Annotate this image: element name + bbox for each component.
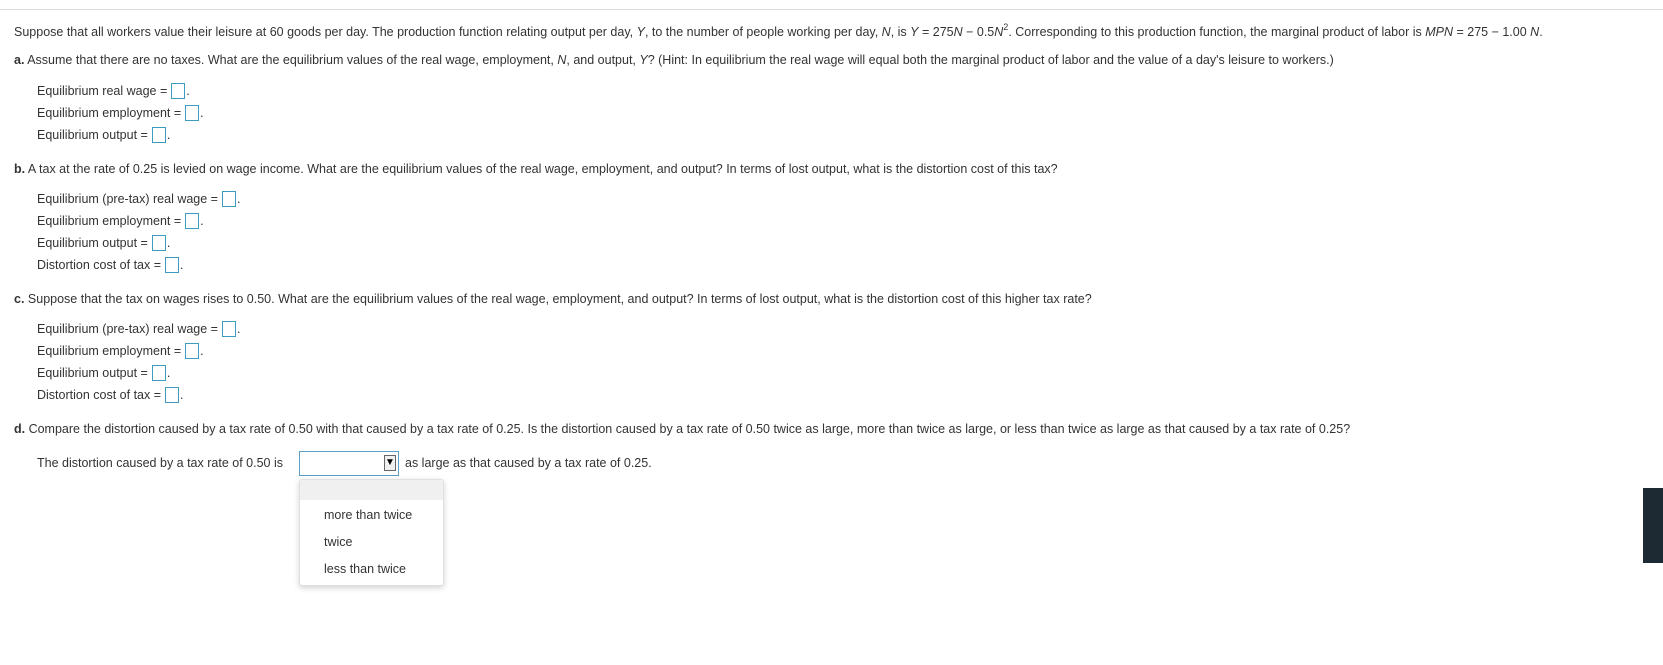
dropdown-option-less-than-twice[interactable]: less than twice xyxy=(324,562,406,576)
dropdown-option-twice[interactable]: twice xyxy=(324,535,353,549)
part-c-output-input[interactable] xyxy=(152,365,166,381)
part-c-real-wage-input[interactable] xyxy=(222,321,236,337)
side-panel-widget[interactable] xyxy=(1643,488,1663,563)
part-c-output-row: Equilibrium output = . xyxy=(37,366,171,380)
part-b-question: b. A tax at the rate of 0.25 is levied on wage income. What are the equilibrium values of the real wage, employment, and output? In terms of lost output, what is the distortion cost of this tax? xyxy=(14,162,1058,176)
part-c-real-wage-row: Equilibrium (pre-tax) real wage = . xyxy=(37,322,241,336)
dropdown-menu xyxy=(299,479,444,586)
part-a-real-wage-row: Equilibrium real wage = . xyxy=(37,84,190,98)
part-a-output-input[interactable] xyxy=(152,127,166,143)
part-d-question: d. Compare the distortion caused by a tax rate of 0.50 with that caused by a tax rate of 0.25. Is the distortion caused by a tax rate of 0.50 twice as large, more than twice as large, or less than twice as large as that caused by a tax rate of 0.25? xyxy=(14,422,1351,436)
dropdown-arrow-icon[interactable]: ▼ xyxy=(384,455,396,471)
part-b-real-wage-row: Equilibrium (pre-tax) real wage = . xyxy=(37,192,241,206)
part-b-output-row: Equilibrium output = . xyxy=(37,236,171,250)
top-divider xyxy=(0,9,1663,10)
part-b-distortion-input[interactable] xyxy=(165,257,179,273)
part-d-sentence-before: The distortion caused by a tax rate of 0.50 is xyxy=(37,456,283,470)
part-a-output-row: Equilibrium output = . xyxy=(37,128,171,142)
part-c-distortion-input[interactable] xyxy=(165,387,179,403)
part-c-distortion-row: Distortion cost of tax = . xyxy=(37,388,184,402)
part-a-employment-row: Equilibrium employment = . xyxy=(37,106,204,120)
part-d-sentence-after: as large as that caused by a tax rate of 0.25. xyxy=(405,456,652,470)
part-c-question: c. Suppose that the tax on wages rises to 0.50. What are the equilibrium values of the real wage, employment, and output? In terms of lost output, what is the distortion cost of this higher tax rate? xyxy=(14,292,1092,306)
dropdown-option-blank[interactable] xyxy=(300,480,443,500)
part-a-question: a. Assume that there are no taxes. What are the equilibrium values of the real wage, employment, N, and output, Y? (Hint: In equilibrium the real wage will equal both the marginal product of labor and the value of a day's leisure to workers.) xyxy=(14,53,1334,67)
part-b-employment-row: Equilibrium employment = . xyxy=(37,214,204,228)
part-b-real-wage-input[interactable] xyxy=(222,191,236,207)
part-a-real-wage-input[interactable] xyxy=(171,83,185,99)
dropdown-option-more-than-twice[interactable]: more than twice xyxy=(324,508,413,522)
part-b-employment-input[interactable] xyxy=(185,213,199,229)
part-b-distortion-row: Distortion cost of tax = . xyxy=(37,258,184,272)
part-c-employment-row: Equilibrium employment = . xyxy=(37,344,204,358)
intro-text: Suppose that all workers value their leisure at 60 goods per day. The production function relating output per day, Y, to the number of people working per day, N, is $Y = 275N - 0.5N^2$. Corresponding to this production function, the marginal product of labor is MPN = 275 − 1.00 N. xyxy=(14,21,1543,39)
part-b-output-input[interactable] xyxy=(152,235,166,251)
distortion-comparison-dropdown[interactable] xyxy=(299,451,399,476)
part-a-employment-input[interactable] xyxy=(185,105,199,121)
part-c-employment-input[interactable] xyxy=(185,343,199,359)
